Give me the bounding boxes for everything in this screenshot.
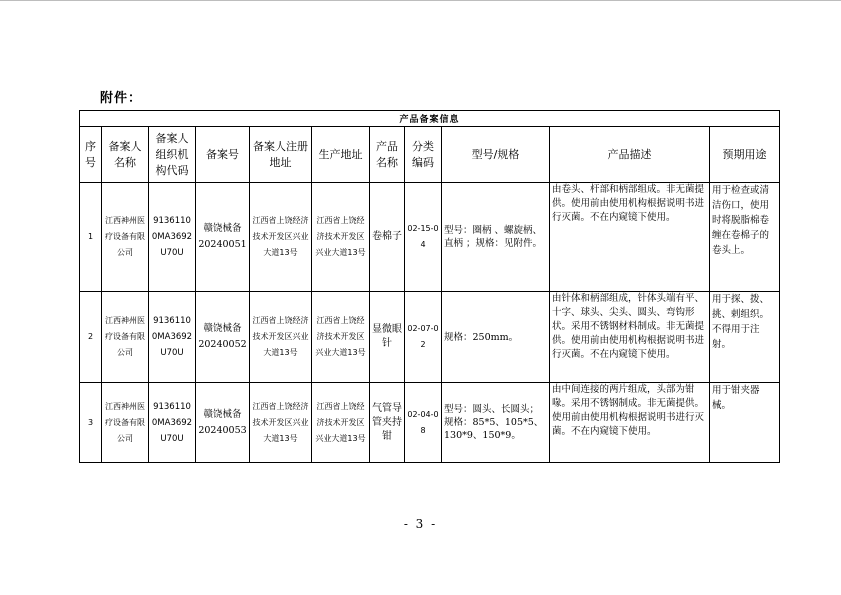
cell-index: 1 <box>80 183 102 292</box>
header-filer-name: 备案人名称 <box>102 127 149 183</box>
cell-org-code: 91361100MA3692U70U <box>149 383 196 463</box>
header-org-code: 备案人组织机构代码 <box>149 127 196 183</box>
cell-prod-address: 江西省上饶经济技术开发区兴业大道13号 <box>312 383 370 463</box>
cell-model-spec: 型号：圈柄 、螺旋柄、直柄 ；规格：见附件。 <box>442 183 550 292</box>
cell-reg-address: 江西省上饶经济技术开发区兴业大道13号 <box>250 292 312 383</box>
cell-product-name: 卷棉子 <box>370 183 405 292</box>
table-row <box>80 292 780 383</box>
cell-model-spec: 型号：圆头、长圆头；规格：85*5、105*5、130*9、150*9。 <box>442 383 550 463</box>
top-rule <box>0 0 841 1</box>
cell-record-no: 赣饶械备20240052 <box>196 292 250 383</box>
header-record-no: 备案号 <box>196 127 250 183</box>
cell-description: 由中间连接的两片组成，头部为钳喙。采用不锈钢制成。非无菌提供。使用前由使用机构根据说明书进行灭菌。不在内窥镜下使用。 <box>550 383 710 463</box>
table-header-row <box>80 127 780 183</box>
table-row <box>80 383 780 463</box>
cell-description: 由针体和柄部组成，针体头端有平、十字、球头、尖头、圆头、弯钩形状。采用不锈钢材料制成。非无菌提供。使用前由使用机构根据说明书进行灭菌。不在内窥镜下使用。 <box>550 292 710 383</box>
cell-product-name: 显微眼针 <box>370 292 405 383</box>
cell-record-no: 赣饶械备20240051 <box>196 183 250 292</box>
cell-filer-name: 江西神州医疗设备有限公司 <box>102 383 149 463</box>
cell-reg-address: 江西省上饶经济技术开发区兴业大道13号 <box>250 383 312 463</box>
cell-category-code: 02-15-04 <box>405 183 442 292</box>
cell-reg-address: 江西省上饶经济技术开发区兴业大道13号 <box>250 183 312 292</box>
header-prod-address: 生产地址 <box>312 127 370 183</box>
header-reg-address: 备案人注册地址 <box>250 127 312 183</box>
cell-org-code: 91361100MA3692U70U <box>149 292 196 383</box>
cell-intended-use: 用于探、拨、挑、剌组织。不得用于注射。 <box>710 292 780 383</box>
header-product-name: 产品名称 <box>370 127 405 183</box>
cell-prod-address: 江西省上饶经济技术开发区兴业大道13号 <box>312 183 370 292</box>
cell-model-spec: 规格：250mm。 <box>442 292 550 383</box>
header-category-code: 分类编码 <box>405 127 442 183</box>
header-index: 序号 <box>80 127 102 183</box>
cell-prod-address: 江西省上饶经济技术开发区兴业大道13号 <box>312 292 370 383</box>
header-description: 产品描述 <box>550 127 710 183</box>
product-record-table <box>79 110 780 463</box>
table-row <box>80 183 780 292</box>
header-intended-use: 预期用途 <box>710 127 780 183</box>
cell-intended-use: 用于钳夹器械。 <box>710 383 780 463</box>
cell-description: 由卷头、杆部和柄部组成。非无菌提供。使用前由使用机构根据说明书进行灭菌。不在内窥镜下使用。 <box>550 183 710 292</box>
page-number: - 3 - <box>403 517 438 531</box>
attachment-label: 附件： <box>100 91 143 106</box>
table-title: 产品备案信息 <box>80 111 780 127</box>
cell-product-name: 气管导管夹持钳 <box>370 383 405 463</box>
cell-filer-name: 江西神州医疗设备有限公司 <box>102 183 149 292</box>
cell-filer-name: 江西神州医疗设备有限公司 <box>102 292 149 383</box>
header-model-spec: 型号/规格 <box>442 127 550 183</box>
cell-index: 3 <box>80 383 102 463</box>
cell-category-code: 02-04-08 <box>405 383 442 463</box>
cell-category-code: 02-07-02 <box>405 292 442 383</box>
cell-org-code: 91361100MA3692U70U <box>149 183 196 292</box>
cell-index: 2 <box>80 292 102 383</box>
cell-record-no: 赣饶械备20240053 <box>196 383 250 463</box>
cell-intended-use: 用于检查或清洁伤口，使用时将脱脂棉卷缠在卷棉子的卷头上。 <box>710 183 780 292</box>
